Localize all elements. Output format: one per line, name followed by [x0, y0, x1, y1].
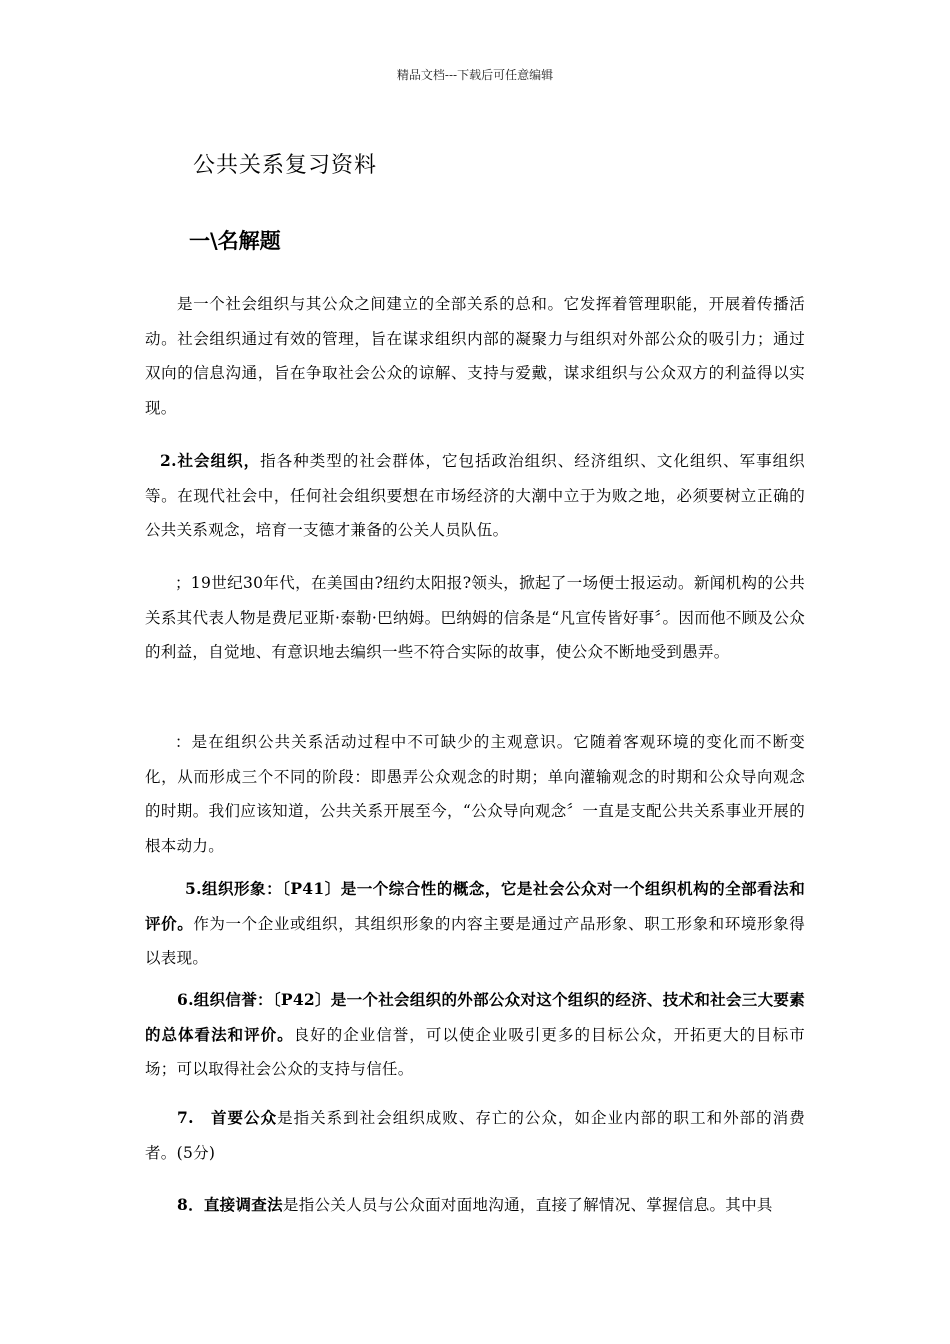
- document-title: 公共关系复习资料: [193, 153, 378, 178]
- term-label: 2.社会组织，: [160, 451, 261, 470]
- paragraph-primary-public: [145, 1101, 805, 1170]
- paragraph-definition-1: [145, 287, 805, 425]
- paragraph-text: 指各种类型的社会群体，它包括政治组织、经济组织、文化组织、军事组织等。在现代社会中，任何社会组织要想在市场经济的大潮中立于为败之地，必须要树立正确的公共关系观念，培育一支德才兼备的公关人员队伍。: [145, 452, 805, 539]
- page-header: 精品文档---下载后可任意编辑: [396, 68, 554, 82]
- paragraph-text: 是指关系到社会组织成败、存亡的公众，如企业内部的职工和外部的消费者。(5分): [145, 1109, 805, 1162]
- paragraph-organization-image: [145, 872, 805, 976]
- paragraph-text: 良好的企业信誉，可以使企业吸引更多的目标公众，开拓更大的目标市场；可以取得社会公众的支持与信任。: [145, 1025, 806, 1078]
- paragraph-definition-3: [145, 566, 805, 670]
- paragraph-text: 是一个社会组织与其公众之间建立的全部关系的总和。它发挥着管理职能，开展着传播活动。社会组织通过有效的管理，旨在谋求组织内部的凝聚力与组织对外部公众的吸引力；通过双向的信息沟通，旨在争取社会公众的谅解、支持与爱戴，谋求组织与公众双方的利益得以实现。: [145, 295, 805, 417]
- term-label: 6.组织信誉：〔P42〕是一个社会组织的外部公众对这个组织的经济、技术和社会三大要素的总体看法和评价。: [145, 990, 805, 1044]
- term-label: 5.组织形象：〔P41〕是一个综合性的概念，它是社会公众对一个组织机构的全部看法和评价。: [145, 879, 805, 933]
- paragraph-definition-4: [145, 725, 805, 863]
- paragraph-direct-survey: [145, 1188, 805, 1223]
- term-label: 7. 首要公众: [177, 1108, 278, 1127]
- paragraph-social-organization: [145, 444, 805, 548]
- paragraph-text: ：是在组织公共关系活动过程中不可缺少的主观意识。它随着客观环境的变化而不断变化，从而形成三个不同的阶段：即愚弄公众观念的时期；单向灌输观念的时期和公众导向观念的时期。我们应该知道，公共关系开展至今，“公众导向观念〞一直是支配公共关系事业开展的根本动力。: [145, 733, 805, 855]
- paragraph-text: ；19世纪30年代，在美国由?纽约太阳报?领头，掀起了一场便士报运动。新闻机构的公共关系其代表人物是费尼亚斯·泰勒·巴纳姆。巴纳姆的信条是“凡宣传皆好事〞。因而他不顾及公众的利益，自觉地、有意识地去编织一些不符合实际的故事，使公众不断地受到愚弄。: [145, 574, 805, 661]
- section-heading: 一\名解题: [189, 229, 281, 253]
- paragraph-text: 作为一个企业或组织，其组织形象的内容主要是通过产品形象、职工形象和环境形象得以表现。: [145, 914, 806, 967]
- paragraph-text: 是指公关人员与公众面对面地沟通，直接了解情况、掌握信息。其中具: [282, 1196, 773, 1214]
- term-label: 8．直接调查法: [177, 1195, 283, 1214]
- paragraph-organization-reputation: [145, 983, 805, 1087]
